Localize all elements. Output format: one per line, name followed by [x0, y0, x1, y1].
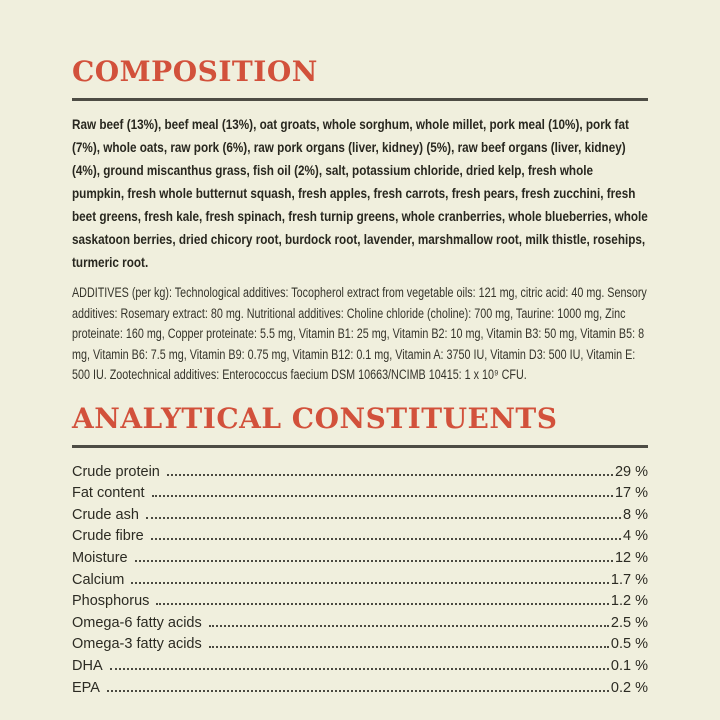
dot-leader	[146, 517, 621, 519]
row-value: 0.5 %	[610, 636, 648, 653]
table-row	[72, 631, 648, 653]
dot-leader	[110, 668, 609, 670]
row-value: 12 %	[614, 549, 648, 566]
table-row	[72, 652, 648, 674]
analytical-table	[72, 458, 648, 696]
dot-leader	[209, 646, 609, 648]
table-row	[72, 609, 648, 631]
composition-divider	[72, 98, 648, 101]
row-label: DHA	[72, 657, 103, 674]
table-row	[72, 458, 648, 480]
table-row	[72, 523, 648, 545]
ingredients-text: Raw beef (13%), beef meal (13%), oat groats, whole sorghum, whole millet, pork meal (10%), pork fat (7%), whole oats, raw pork (6%), raw pork organs (liver, kidney) (5%), raw beef organs (liver, kidney) (4%), ground miscanthus grass, fish oil (2%), salt, potassium chloride, dried kelp, fresh whole pumpkin, fresh whole butternut squash, fresh apples, fresh carrots, fresh pears, fresh zucchini, fresh beet greens, fresh kale, fresh spinach, fresh turnip greens, whole cranberries, whole blueberries, whole saskatoon berries, dried chicory root, burdock root, lavender, marshmallow root, milk thistle, rosehips, turmeric root.	[72, 116, 648, 270]
row-value: 8 %	[623, 506, 648, 523]
table-row	[72, 588, 648, 610]
row-label: Crude ash	[72, 506, 139, 523]
dot-leader	[107, 690, 609, 692]
additives-block	[72, 283, 648, 386]
row-label: Phosphorus	[72, 593, 150, 610]
dot-leader	[156, 603, 609, 605]
dot-leader	[151, 538, 621, 540]
dot-leader	[167, 474, 613, 476]
row-value: 0.1 %	[610, 657, 648, 674]
composition-section	[72, 56, 648, 386]
row-label: Moisture	[72, 549, 128, 566]
row-label: Omega-6 fatty acids	[72, 614, 202, 631]
row-label: EPA	[72, 679, 100, 696]
analytical-title: ANALYTICAL CONSTITUENTS	[72, 401, 558, 435]
row-label: Calcium	[72, 571, 125, 588]
table-row	[72, 480, 648, 502]
row-value: 0.2 %	[610, 679, 648, 696]
table-row	[72, 566, 648, 588]
row-value: 1.7 %	[610, 571, 648, 588]
dot-leader	[152, 495, 613, 497]
composition-title: COMPOSITION	[72, 55, 318, 88]
table-row	[72, 544, 648, 566]
row-label: Crude fibre	[72, 528, 144, 545]
analytical-divider	[72, 445, 648, 448]
row-label: Fat content	[72, 485, 145, 502]
row-value: 2.5 %	[610, 614, 648, 631]
dot-leader	[209, 625, 609, 627]
row-value: 17 %	[614, 485, 648, 502]
row-value: 4 %	[623, 528, 648, 545]
table-row	[72, 501, 648, 523]
table-row	[72, 674, 648, 696]
row-value: 1.2 %	[610, 593, 648, 610]
additives-text: ADDITIVES (per kg): Technological additives: Tocopherol extract from vegetable oils: 121 mg, citric acid: 40 mg. Sensory additives: Rosemary extract: 80 mg. Nutritional additives: Choline chloride (choline): 700 mg, Taurine: 1000 mg, Zinc proteinate: 160 mg, Copper proteinate: 5.5 mg, Vitamin B1: 25 mg, Vitamin B2: 10 mg, Vitamin B3: 50 mg, Vitamin B5: 8 mg, Vitamin B6: 7.5 mg, Vitamin B9: 0.75 mg, Vitamin B12: 0.1 mg, Vitamin A: 3750 IU, Vitamin D3: 500 IU, Vitamin E: 500 IU. Zootechnical additives: Enterococcus faecium DSM 10663/NCIMB 10415: 1 x 10⁹ CFU.	[72, 285, 647, 383]
row-label: Crude protein	[72, 463, 160, 480]
row-value: 29 %	[614, 463, 648, 480]
row-label: Omega-3 fatty acids	[72, 636, 202, 653]
dot-leader	[131, 582, 609, 584]
ingredients-block	[72, 113, 648, 274]
dot-leader	[135, 560, 613, 562]
analytical-section	[72, 403, 648, 696]
